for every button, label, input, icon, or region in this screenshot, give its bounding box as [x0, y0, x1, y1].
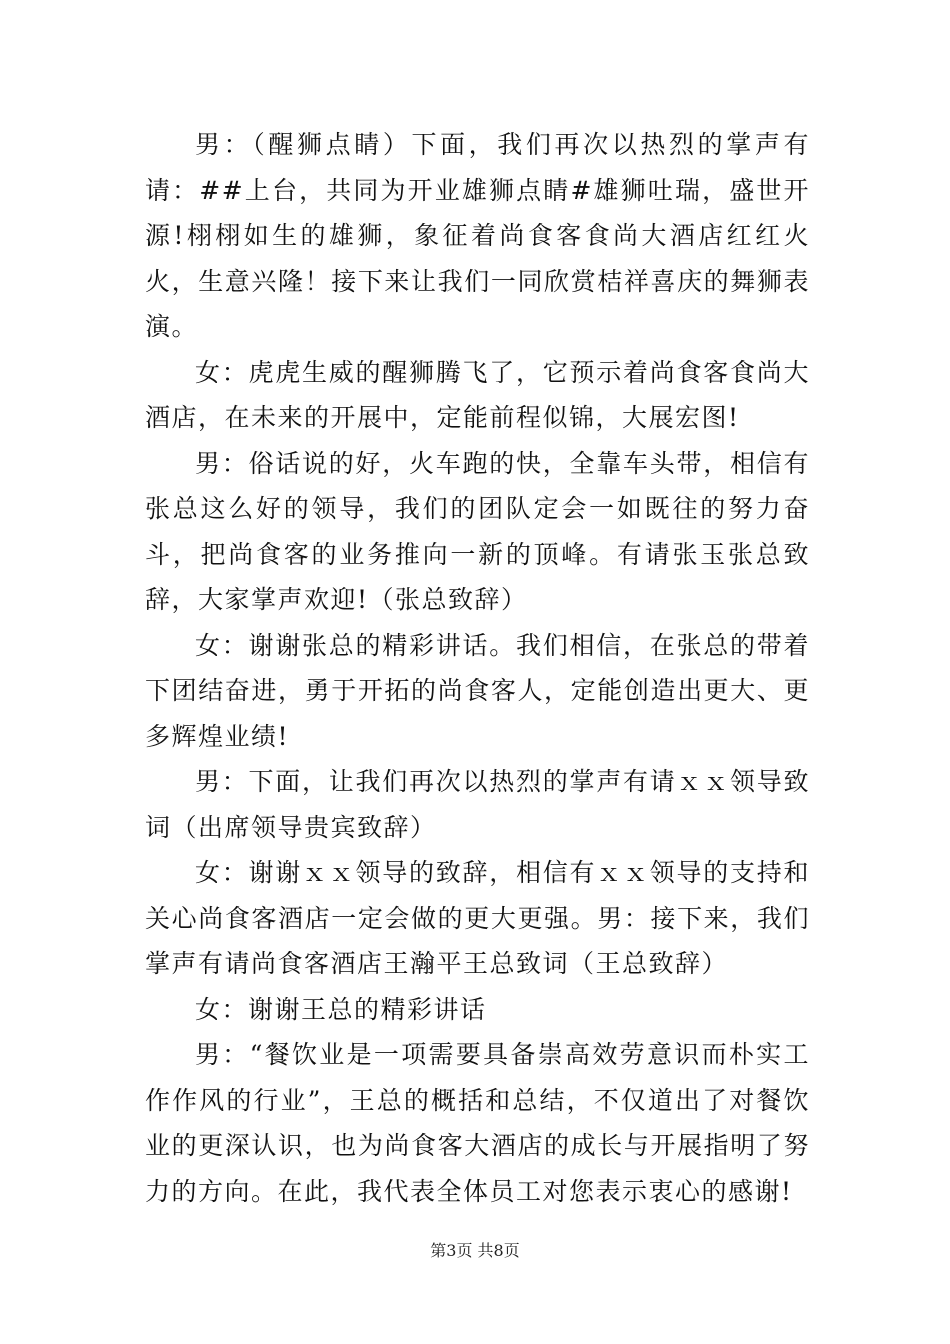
paragraph-4: 女：谢谢张总的精彩讲话。我们相信，在张总的带着下团结奋进，勇于开拓的尚食客人，定能创造出更大、更多辉煌业绩!	[145, 630, 810, 751]
page-number-footer: 第3页 共8页	[430, 1241, 520, 1260]
paragraph-7: 女：谢谢王总的精彩讲话	[195, 994, 487, 1024]
paragraph-6: 女：谢谢ｘｘ领导的致辞，相信有ｘｘ领导的支持和关心尚食客酒店一定会做的更大更强。男：接下来，我们掌声有请尚食客酒店王瀚平王总致词（王总致辞）	[145, 858, 810, 978]
paragraph-3: 男：俗话说的好，火车跑的快，全靠车头带，相信有张总这么好的领导，我们的团队定会一如既往的努力奋斗，把尚食客的业务推向一新的顶峰。有请张玉张总致辞，大家掌声欢迎!（张总致辞）	[145, 448, 810, 614]
document-body	[145, 122, 810, 1214]
paragraph-2: 女：虎虎生威的醒狮腾飞了，它预示着尚食客食尚大酒店，在未来的开展中，定能前程似锦，大展宏图!	[145, 357, 810, 432]
paragraph-5: 男：下面，让我们再次以热烈的掌声有请ｘｘ领导致词（出席领导贵宾致辞）	[145, 767, 810, 842]
paragraph-1: 男：（醒狮点睛）下面，我们再次以热烈的掌声有请：##上台，共同为开业雄狮点睛#雄狮吐瑞，盛世开源!栩栩如生的雄狮，象征着尚食客食尚大酒店红红火火，生意兴隆！接下来让我们一同欣赏桔祥喜庆的舞狮表演。	[145, 130, 810, 341]
paragraph-8: 男：“餐饮业是一项需要具备崇高效劳意识而朴实工作作风的行业”，王总的概括和总结，不仅道出了对餐饮业的更深认识，也为尚食客大酒店的成长与开展指明了努力的方向。在此，我代表全体员工对您表示衷心的感谢!	[145, 1040, 810, 1206]
